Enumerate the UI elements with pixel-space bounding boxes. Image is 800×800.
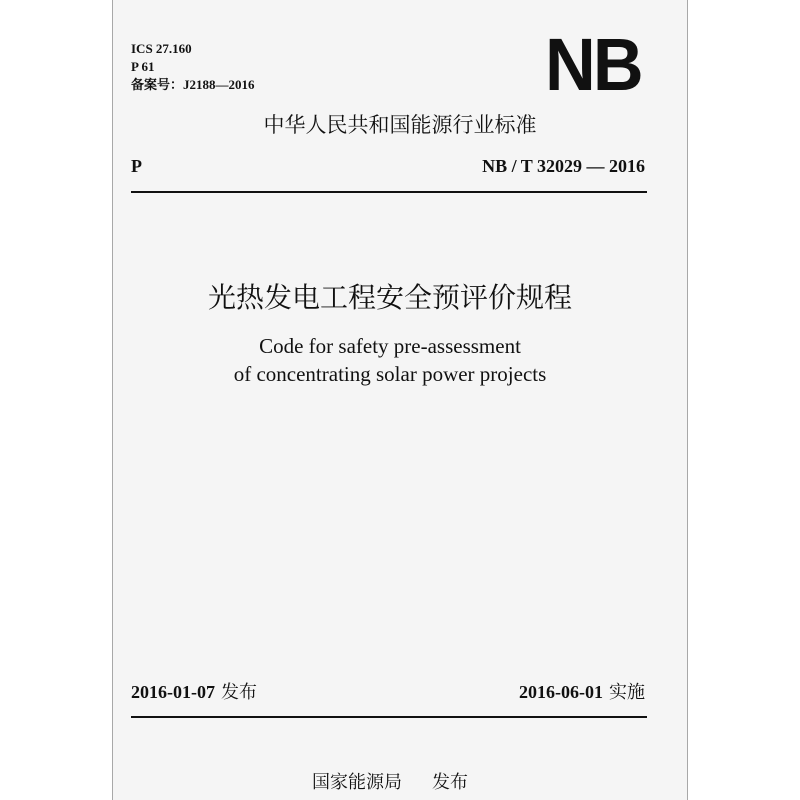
implement-date: 2016-06-01 xyxy=(519,682,603,702)
publisher-name: 国家能源局 xyxy=(312,772,402,793)
implement-label: 实施 xyxy=(609,682,645,703)
classification-code: P 61 xyxy=(131,59,155,74)
publisher-line xyxy=(250,770,530,796)
title-chinese: 光热发电工程安全预评价规程 xyxy=(207,281,572,314)
filing-number: 备案号：J2188—2016 xyxy=(131,77,255,92)
issue-label: 发布 xyxy=(221,682,257,703)
bottom-divider xyxy=(131,716,647,718)
issue-date: 2016-01-07 xyxy=(131,682,215,702)
standard-number: NB / T 32029 — 2016 xyxy=(482,156,645,176)
top-divider xyxy=(131,191,647,193)
industry-standard-heading: 中华人民共和国能源行业标准 xyxy=(263,113,537,137)
standard-category: P xyxy=(131,156,142,176)
implement-date-block xyxy=(519,680,645,705)
title-english-line2: of concentrating solar power projects xyxy=(233,362,547,386)
title-english-line1: Code for safety pre-assessment xyxy=(259,334,521,358)
nb-logo: NB xyxy=(545,23,641,106)
ics-code: ICS 27.160 xyxy=(131,41,192,56)
issue-date-block xyxy=(131,680,257,705)
publisher-action: 发布 xyxy=(432,772,468,793)
